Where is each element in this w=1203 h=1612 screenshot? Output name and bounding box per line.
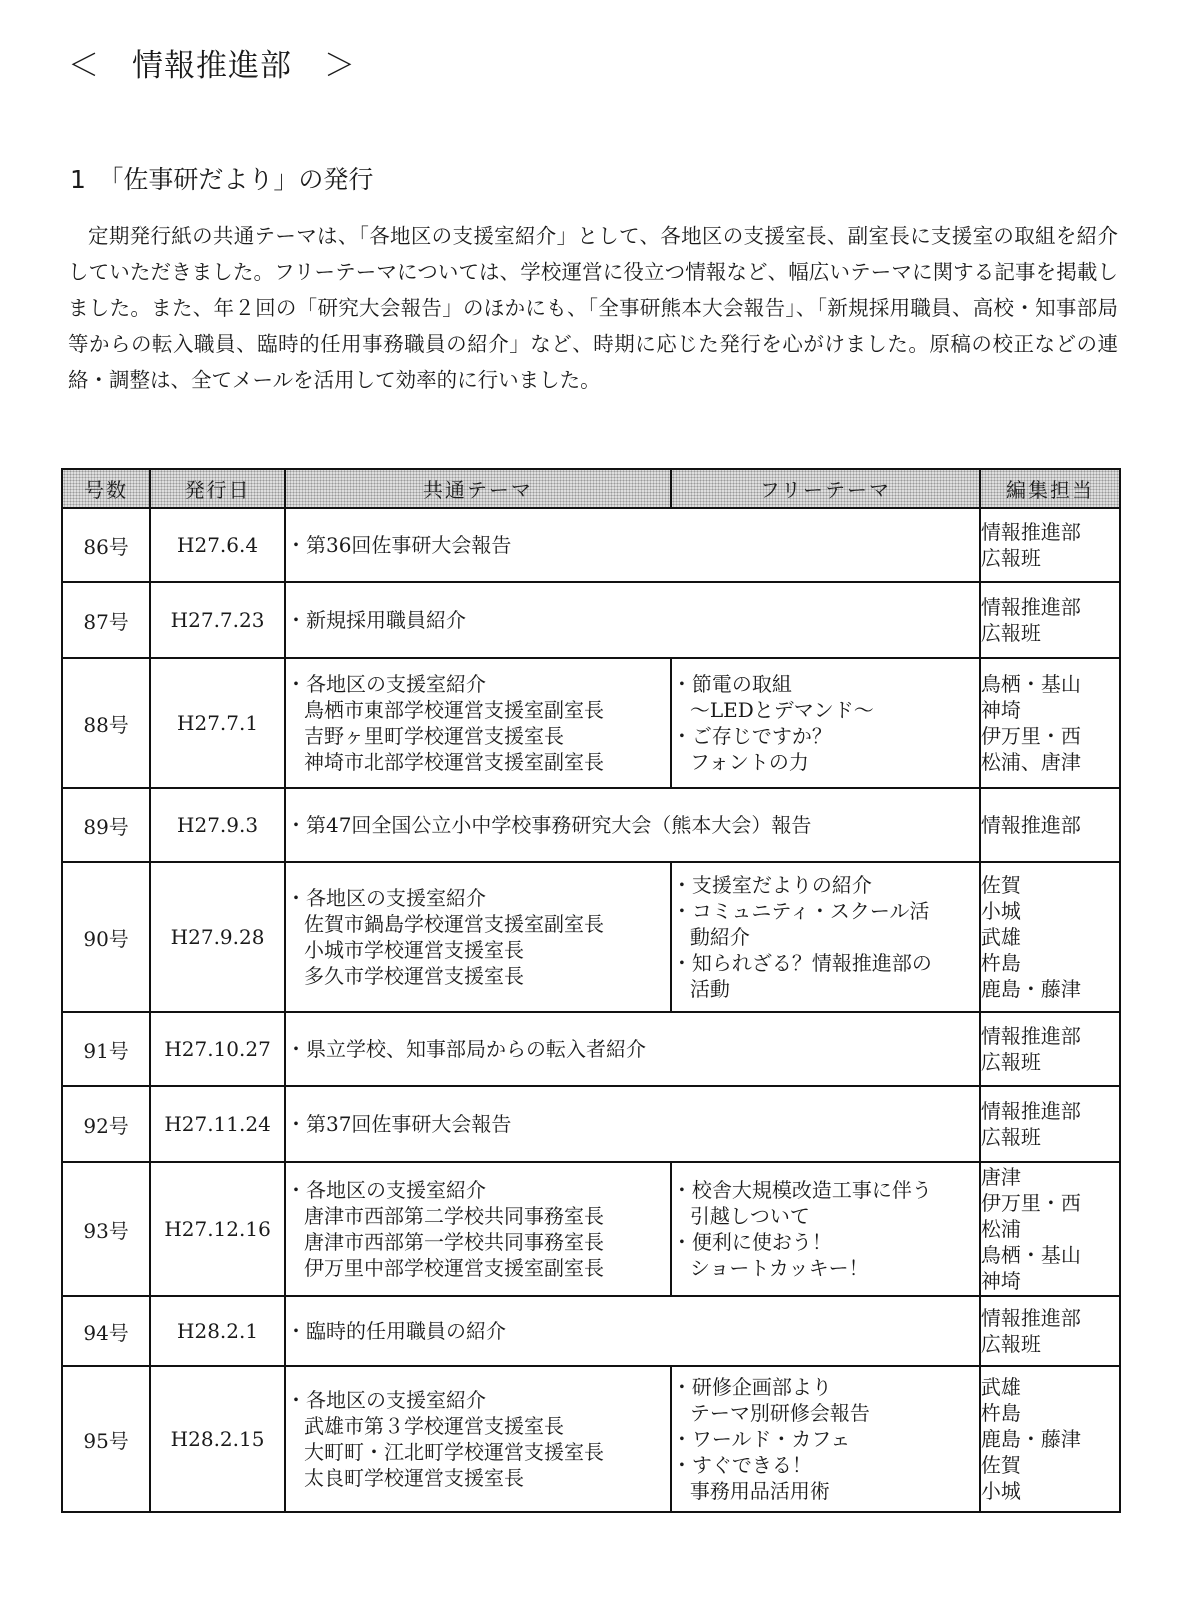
free-line: ・研修企画部より: [671, 1375, 832, 1399]
theme-line: 神埼市北部学校運営支援室副室長: [303, 750, 604, 774]
issue-date: H27.9.28: [150, 862, 285, 1012]
theme-line: 小城市学校運営支援室長: [303, 938, 524, 962]
editor-cell: [980, 658, 1120, 788]
free-theme-cell: [671, 658, 980, 788]
free-line: 活動: [689, 977, 730, 1001]
theme-line: 唐津市西部第二学校共同事務室長: [303, 1204, 604, 1228]
theme-line: 佐賀市鍋島学校運営支援室副室長: [303, 912, 604, 936]
table-row: [62, 788, 1120, 862]
editor-line: 広報班: [980, 1332, 1041, 1356]
editor-line: 武雄: [980, 925, 1021, 949]
theme-line: 多久市学校運営支援室長: [303, 964, 524, 988]
editor-line: 杵島: [980, 1401, 1021, 1425]
page-heading: ＜ 情報推進部 ＞: [68, 48, 356, 84]
editor-line: 情報推進部: [980, 595, 1081, 619]
theme-line: 吉野ヶ里町学校運営支援室長: [303, 724, 564, 748]
editor-line: 鳥栖・基山: [980, 1243, 1081, 1267]
theme-line: 大町町・江北町学校運営支援室長: [303, 1440, 604, 1464]
theme-line: ・各地区の支援室紹介: [285, 1178, 486, 1202]
issue-number: 95号: [62, 1366, 150, 1512]
editor-line: 鹿島・藤津: [980, 977, 1081, 1001]
editor-cell: [980, 1162, 1120, 1296]
issue-date: H28.2.1: [150, 1296, 285, 1366]
issue-number: 90号: [62, 862, 150, 1012]
publication-table: [61, 468, 1121, 1513]
table-row: [62, 1012, 1120, 1086]
free-line: ・ご存じですか？: [671, 724, 832, 748]
editor-line: 広報班: [980, 546, 1041, 570]
common-theme-cell: [285, 508, 980, 582]
issue-number: 87号: [62, 582, 150, 658]
free-line: フォントの力: [689, 750, 809, 774]
free-line: ・便利に使おう！: [671, 1230, 832, 1254]
free-line: ・コミュニティ・スクール活: [671, 899, 930, 923]
header-editor: 編集担当: [980, 469, 1120, 508]
editor-line: 情報推進部: [980, 520, 1081, 544]
header-common-theme: 共通テーマ: [285, 469, 671, 508]
table-header-row: [62, 469, 1120, 508]
free-line: ・ワールド・カフェ: [671, 1427, 851, 1451]
table-row: [62, 1296, 1120, 1366]
theme-line: ・第47回全国公立小中学校事務研究大会（熊本大会）報告: [285, 813, 812, 837]
common-theme-cell: [285, 1162, 671, 1296]
editor-line: 佐賀: [980, 1453, 1021, 1477]
table-body: [62, 508, 1120, 1512]
theme-line: 太良町学校運営支援室長: [303, 1466, 524, 1490]
issue-date: H28.2.15: [150, 1366, 285, 1512]
editor-line: 神埼: [980, 698, 1021, 722]
common-theme-cell: [285, 1086, 980, 1162]
free-theme-cell: [671, 1366, 980, 1512]
free-line: ・校舎大規模改造工事に伴う: [671, 1178, 932, 1202]
common-theme-cell: [285, 582, 980, 658]
issue-number: 93号: [62, 1162, 150, 1296]
free-theme-cell: [671, 862, 980, 1012]
editor-line: 鹿島・藤津: [980, 1427, 1081, 1451]
table-row: [62, 582, 1120, 658]
theme-line: 武雄市第３学校運営支援室長: [303, 1414, 564, 1438]
common-theme-cell: [285, 658, 671, 788]
editor-line: 伊万里・西: [980, 1191, 1081, 1215]
free-line: 事務用品活用術: [689, 1479, 830, 1503]
editor-line: 広報班: [980, 1125, 1041, 1149]
editor-line: 広報班: [980, 1050, 1041, 1074]
editor-line: 情報推進部: [980, 1024, 1081, 1048]
issue-date: H27.12.16: [150, 1162, 285, 1296]
issue-date: H27.6.4: [150, 508, 285, 582]
free-line: ・支援室だよりの紹介: [671, 873, 872, 897]
issue-number: 89号: [62, 788, 150, 862]
issue-number: 88号: [62, 658, 150, 788]
theme-line: 唐津市西部第一学校共同事務室長: [303, 1230, 604, 1254]
editor-cell: [980, 582, 1120, 658]
editor-line: 唐津: [980, 1165, 1021, 1189]
free-line: 引越しついて: [689, 1204, 810, 1228]
section-title: 1 「佐事研だより」の発行: [70, 165, 374, 194]
free-theme-cell: [671, 1162, 980, 1296]
issue-number: 94号: [62, 1296, 150, 1366]
common-theme-cell: [285, 1366, 671, 1512]
intro-paragraph: 定期発行紙の共通テーマは、「各地区の支援室紹介」として、各地区の支援室長、副室長に支援室の取組を紹介していただきました。フリーテーマについては、学校運営に役立つ情報など、幅広いテーマに関する記事を掲載しました。また、年２回の「研究大会報告」のほかにも、「全事研熊本大会報告」、「新規採用職員、高校・知事部局等からの転入職員、臨時的任用事務職員の紹介」など、時期に応じた発行を心がけました。原稿の校正などの連絡・調整は、全てメールを活用して効率的に行いました。: [68, 224, 1118, 392]
issue-date: H27.7.23: [150, 582, 285, 658]
header-num: 号数: [62, 469, 150, 508]
editor-line: 鳥栖・基山: [980, 672, 1081, 696]
common-theme-cell: [285, 1012, 980, 1086]
theme-line: ・各地区の支援室紹介: [285, 672, 486, 696]
editor-line: 杵島: [980, 951, 1021, 975]
theme-line: ・各地区の支援室紹介: [285, 1388, 486, 1412]
issue-date: H27.10.27: [150, 1012, 285, 1086]
table-row: [62, 862, 1120, 1012]
theme-line: ・各地区の支援室紹介: [285, 886, 486, 910]
theme-line: ・臨時的任用職員の紹介: [285, 1319, 506, 1343]
free-line: ・節電の取組: [671, 672, 792, 696]
editor-line: 小城: [980, 899, 1021, 923]
issue-date: H27.11.24: [150, 1086, 285, 1162]
editor-cell: [980, 1012, 1120, 1086]
table-row: [62, 1162, 1120, 1296]
issue-number: 91号: [62, 1012, 150, 1086]
editor-line: 情報推進部: [980, 1306, 1081, 1330]
theme-line: ・第36回佐事研大会報告: [285, 533, 512, 557]
table-row: [62, 508, 1120, 582]
table-row: [62, 658, 1120, 788]
editor-line: 情報推進部: [980, 813, 1081, 837]
common-theme-cell: [285, 1296, 980, 1366]
editor-cell: [980, 788, 1120, 862]
editor-line: 小城: [980, 1479, 1021, 1503]
header-free-theme: フリーテーマ: [671, 469, 980, 508]
issue-number: 86号: [62, 508, 150, 582]
theme-line: 伊万里中部学校運営支援室副室長: [303, 1256, 604, 1280]
editor-line: 松浦、唐津: [980, 750, 1081, 774]
header-date: 発行日: [150, 469, 285, 508]
free-line: ・知られざる？情報推進部の: [671, 951, 932, 975]
editor-line: 神埼: [980, 1269, 1021, 1293]
editor-line: 佐賀: [980, 873, 1021, 897]
editor-cell: [980, 862, 1120, 1012]
free-line: ～LEDとデマンド～: [689, 698, 874, 722]
editor-cell: [980, 1296, 1120, 1366]
free-line: ショートカッキー！: [689, 1256, 869, 1280]
theme-line: ・第37回佐事研大会報告: [285, 1112, 512, 1136]
editor-cell: [980, 1366, 1120, 1512]
editor-line: 伊万里・西: [980, 724, 1081, 748]
table-row: [62, 1366, 1120, 1512]
theme-line: ・新規採用職員紹介: [285, 608, 466, 632]
editor-line: 広報班: [980, 621, 1041, 645]
editor-cell: [980, 508, 1120, 582]
issue-date: H27.9.3: [150, 788, 285, 862]
editor-line: 情報推進部: [980, 1099, 1081, 1123]
issue-date: H27.7.1: [150, 658, 285, 788]
theme-line: 鳥栖市東部学校運営支援室副室長: [303, 698, 604, 722]
editor-line: 松浦: [980, 1217, 1021, 1241]
theme-line: ・県立学校、知事部局からの転入者紹介: [285, 1037, 646, 1061]
editor-line: 武雄: [980, 1375, 1021, 1399]
free-line: 動紹介: [689, 925, 750, 949]
common-theme-cell: [285, 862, 671, 1012]
table-row: [62, 1086, 1120, 1162]
free-line: テーマ別研修会報告: [689, 1401, 870, 1425]
editor-cell: [980, 1086, 1120, 1162]
common-theme-cell: [285, 788, 980, 862]
free-line: ・すぐできる！: [671, 1453, 812, 1477]
issue-number: 92号: [62, 1086, 150, 1162]
